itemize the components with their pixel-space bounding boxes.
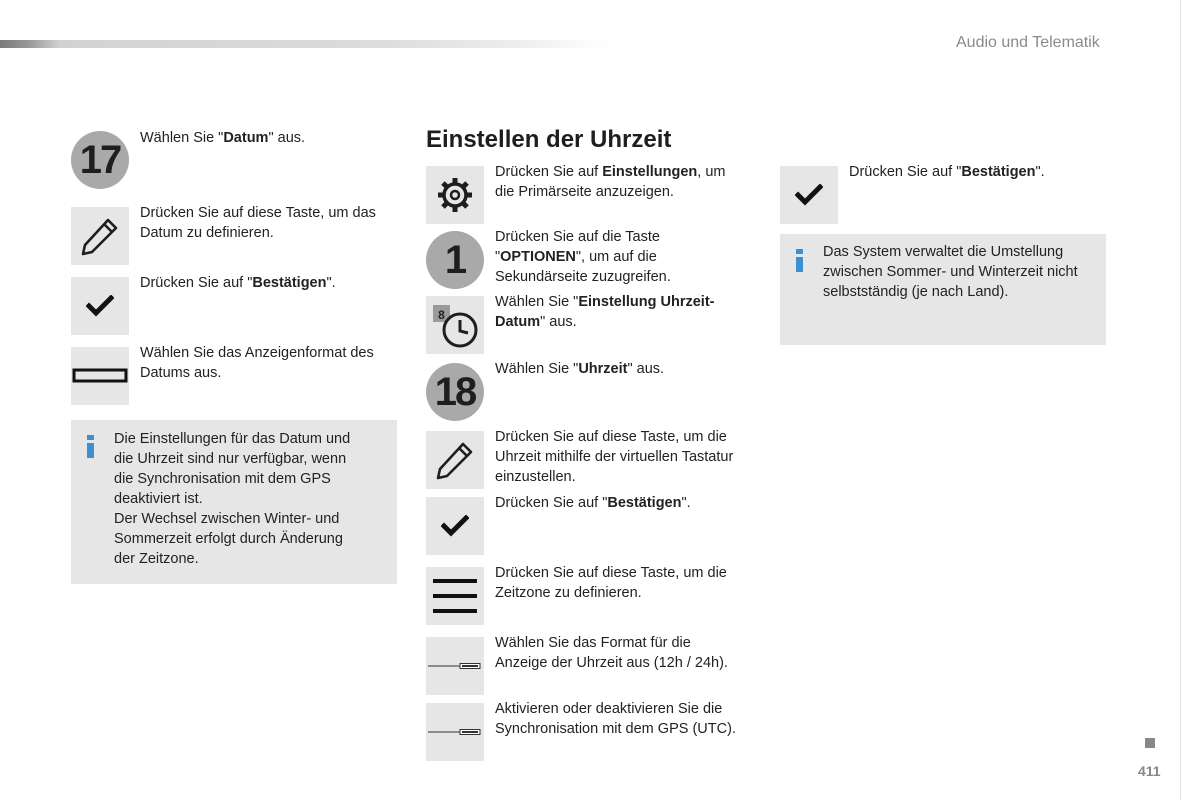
- clock-calendar-icon: [430, 300, 480, 350]
- settings-button[interactable]: [426, 166, 484, 224]
- info-icon: [87, 435, 94, 458]
- info-box-dst: [780, 234, 1106, 345]
- clock-settings-text: Wählen Sie "Einstellung Uhrzeit- Datum" aus.: [495, 294, 715, 330]
- step-number: 18: [434, 369, 476, 414]
- step-1-badge: [426, 231, 484, 289]
- info-text: Die Einstellungen für das Datum und die Uhrzeit sind nur verfügbar, wenn die Synchronisation mit dem GPS deaktiviert ist. Der Wechsel zwischen Winter- und Sommerzeit erfolgt durch Änderung der Zeitzone.: [114, 431, 351, 567]
- pencil-icon: [78, 214, 122, 258]
- page-number: 411: [1138, 763, 1161, 779]
- clock-settings-button[interactable]: [426, 296, 484, 354]
- menu-icon: [431, 574, 479, 618]
- step-number: 1: [444, 237, 466, 282]
- time-format-toggle[interactable]: [426, 637, 484, 695]
- options-text: Drücken Sie auf die Taste "OPTIONEN", um auf die Sekundärseite zuzugreifen.: [495, 229, 671, 285]
- timezone-text: Drücken Sie auf diese Taste, um die Zeitzone zu definieren.: [495, 565, 727, 601]
- confirm-text: Drücken Sie auf "Bestätigen".: [140, 275, 336, 291]
- toggle-slider-icon: [428, 661, 482, 671]
- step-18-badge: [426, 363, 484, 421]
- time-format-text: Wählen Sie das Format für die Anzeige der Uhrzeit aus (12h / 24h).: [495, 635, 728, 671]
- confirm-time-text: Drücken Sie auf "Bestätigen".: [495, 495, 691, 511]
- header-gradient-bar: [0, 40, 610, 48]
- page-marker: [1145, 738, 1155, 748]
- pencil-button[interactable]: [71, 207, 129, 265]
- header-title: Audio und Telematik: [956, 34, 1100, 51]
- gps-sync-toggle[interactable]: [426, 703, 484, 761]
- toggle-slider-icon: [428, 727, 482, 737]
- page-edge-rule: [1180, 0, 1181, 800]
- confirm-final-text: Drücken Sie auf "Bestätigen".: [849, 164, 1045, 180]
- date-format-button[interactable]: [71, 347, 129, 405]
- section-title: Einstellen der Uhrzeit: [426, 126, 672, 153]
- checkmark-icon: [441, 515, 469, 537]
- confirm-button-final[interactable]: [780, 166, 838, 224]
- step-17-badge: [71, 131, 129, 189]
- pencil-text: Drücken Sie auf diese Taste, um das Datum zu definieren.: [140, 205, 376, 241]
- checkmark-icon: [795, 184, 823, 206]
- pencil-time-text: Drücken Sie auf diese Taste, um die Uhrzeit mithilfe der virtuellen Tastatur einzustellen.: [495, 429, 734, 485]
- date-format-text: Wählen Sie das Anzeigenformat des Datums aus.: [140, 345, 374, 381]
- pencil-button-time[interactable]: [426, 431, 484, 489]
- step-17-text: Wählen Sie "Datum" aus.: [140, 130, 306, 146]
- gps-sync-text: Aktivieren oder deaktivieren Sie die Synchronisation mit dem GPS (UTC).: [495, 701, 736, 737]
- pencil-icon: [433, 438, 477, 482]
- settings-text: Drücken Sie auf Einstellungen, um die Primärseite anzuzeigen.: [495, 164, 726, 200]
- info-box-date: [71, 420, 397, 584]
- info-text: Das System verwaltet die Umstellung zwischen Sommer- und Winterzeit nicht selbstständig (je nach Land).: [823, 244, 1078, 300]
- gear-icon: [437, 177, 473, 213]
- confirm-button[interactable]: [71, 277, 129, 335]
- timezone-button[interactable]: [426, 567, 484, 625]
- info-icon: [796, 249, 803, 272]
- time-select-text: Wählen Sie "Uhrzeit" aus.: [495, 361, 665, 377]
- format-bar-icon: [72, 368, 128, 384]
- confirm-button-time[interactable]: [426, 497, 484, 555]
- step-number: 17: [79, 137, 121, 182]
- checkmark-icon: [86, 295, 114, 317]
- calendar-badge: 8: [438, 308, 445, 322]
